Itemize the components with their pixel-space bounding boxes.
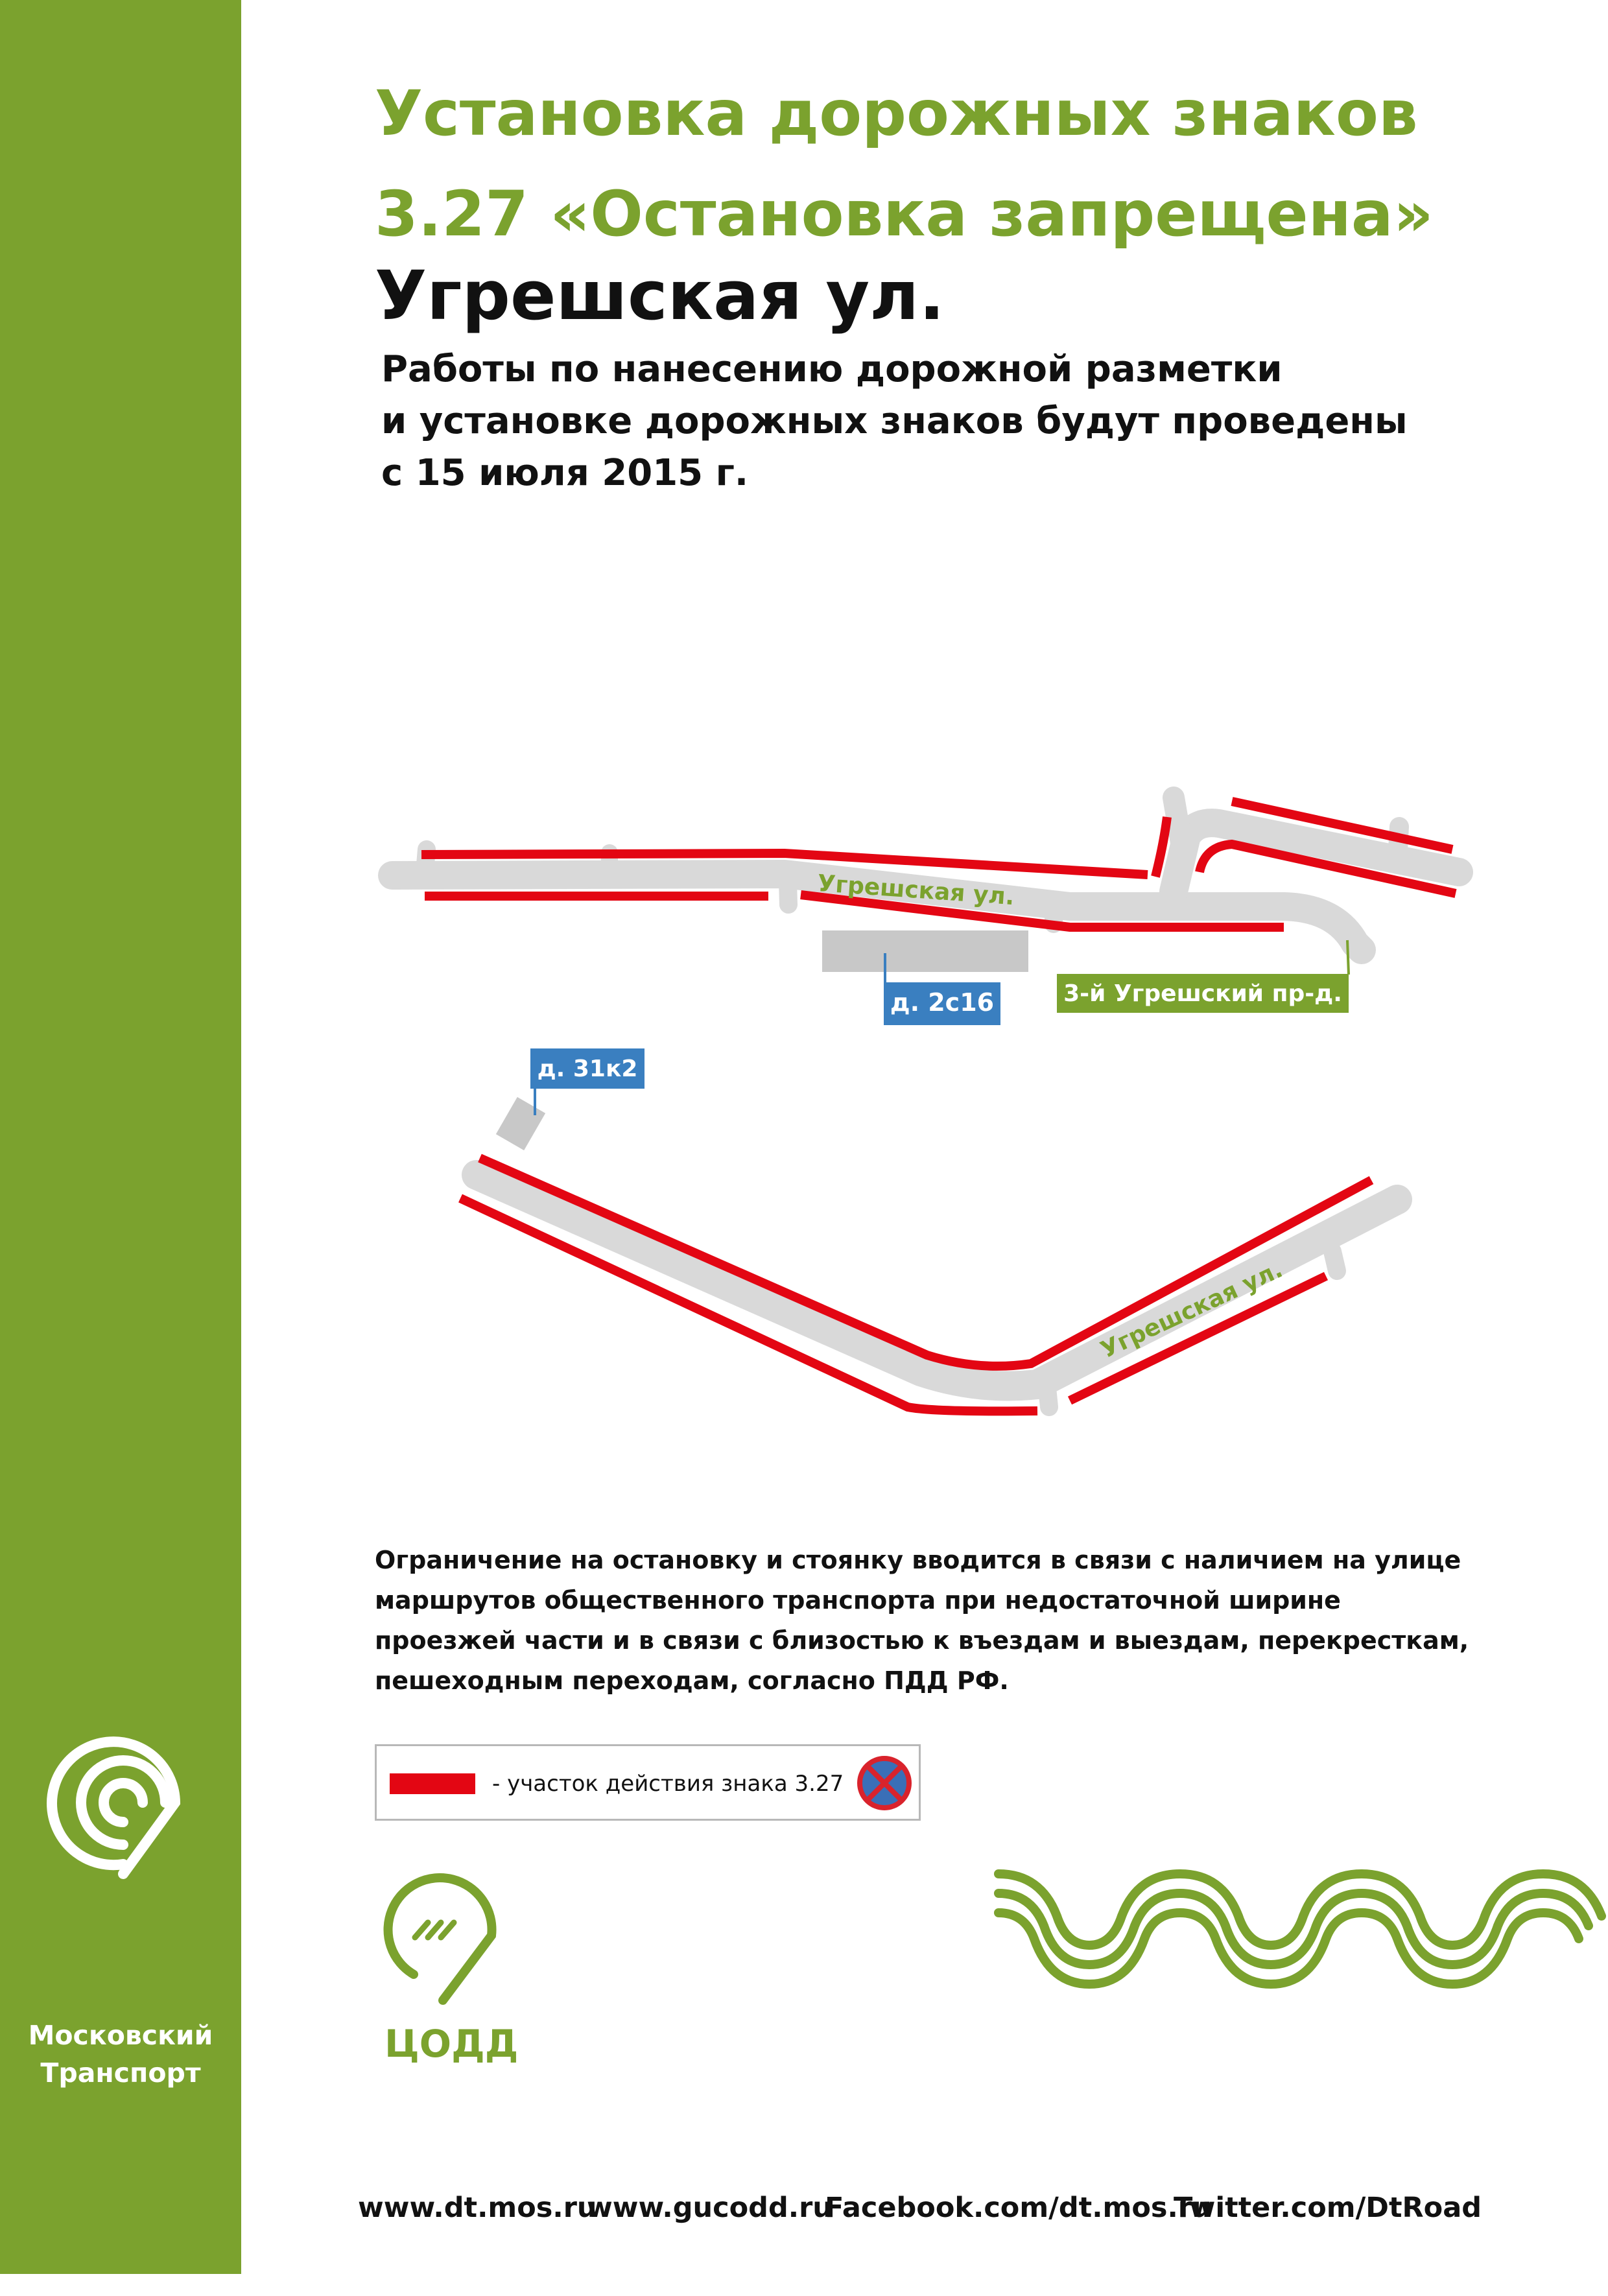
moscow-transport-line2: Транспорт — [40, 2057, 201, 2089]
road-stub-bottom2 — [1332, 1251, 1337, 1271]
legend — [375, 1744, 921, 1821]
codd-label: ЦОДД — [384, 2022, 519, 2066]
legend-text: - участок действия знака 3.27 — [492, 1771, 844, 1797]
moscow-transport-line1: Московский — [28, 2020, 213, 2051]
footer-links — [0, 2192, 1608, 2231]
footer-link-facebook[interactable]: Facebook.com/dt.mos.ru — [825, 2192, 1212, 2224]
road-stub-bottom1 — [1047, 1388, 1049, 1407]
no-stopping-sign-icon — [857, 1755, 912, 1811]
wave-pattern-icon — [992, 1854, 1608, 2017]
schedule-line3: с 15 июля 2015 г. — [381, 452, 749, 494]
footer-link-gucodd[interactable]: www.gucodd.ru — [587, 2192, 833, 2224]
top-road-section — [392, 798, 1459, 1025]
building-2c16-label: д. 2с16 — [890, 988, 995, 1017]
building-31k2-label: д. 31к2 — [537, 1056, 638, 1082]
road-stub-east — [1397, 827, 1399, 861]
title-line1: Установка дорожных знаков — [375, 77, 1418, 150]
street-name: Угрешская ул. — [375, 256, 945, 335]
codd-logo-icon — [375, 1861, 511, 2010]
street-label-bottom: Угрешская ул. — [1096, 1256, 1287, 1364]
passage-label: 3-й Угрешский пр-д. — [1063, 980, 1342, 1007]
restriction-note: Ограничение на остановку и стоянку вводится в связи с наличием на улице маршрутов общественного транспорта при недостаточной ширине проезжей части и в связи с близостью к въездам и выездам, перекресткам, пешеходным переходам, согласно ПДД РФ. — [375, 1546, 1469, 1695]
bottom-road-section — [460, 1048, 1397, 1411]
road-stub-north — [1174, 798, 1181, 843]
footer-link-dt[interactable]: www.dt.mos.ru — [358, 2192, 597, 2224]
schedule-line2: и установке дорожных знаков будут проведены — [381, 400, 1408, 442]
passage-leader — [1347, 940, 1349, 975]
street-label-top: Угрешская ул. — [816, 870, 1015, 911]
schedule-line1: Работы по нанесению дорожной разметки — [381, 348, 1283, 390]
building-31k2-shape — [496, 1097, 545, 1150]
building-2c16-shape — [822, 930, 1028, 972]
footer-link-twitter[interactable]: Twitter.com/DtRoad — [1174, 2192, 1482, 2224]
title-line2: 3.27 «Остановка запрещена» — [375, 178, 1434, 250]
legend-red-swatch — [390, 1773, 475, 1794]
